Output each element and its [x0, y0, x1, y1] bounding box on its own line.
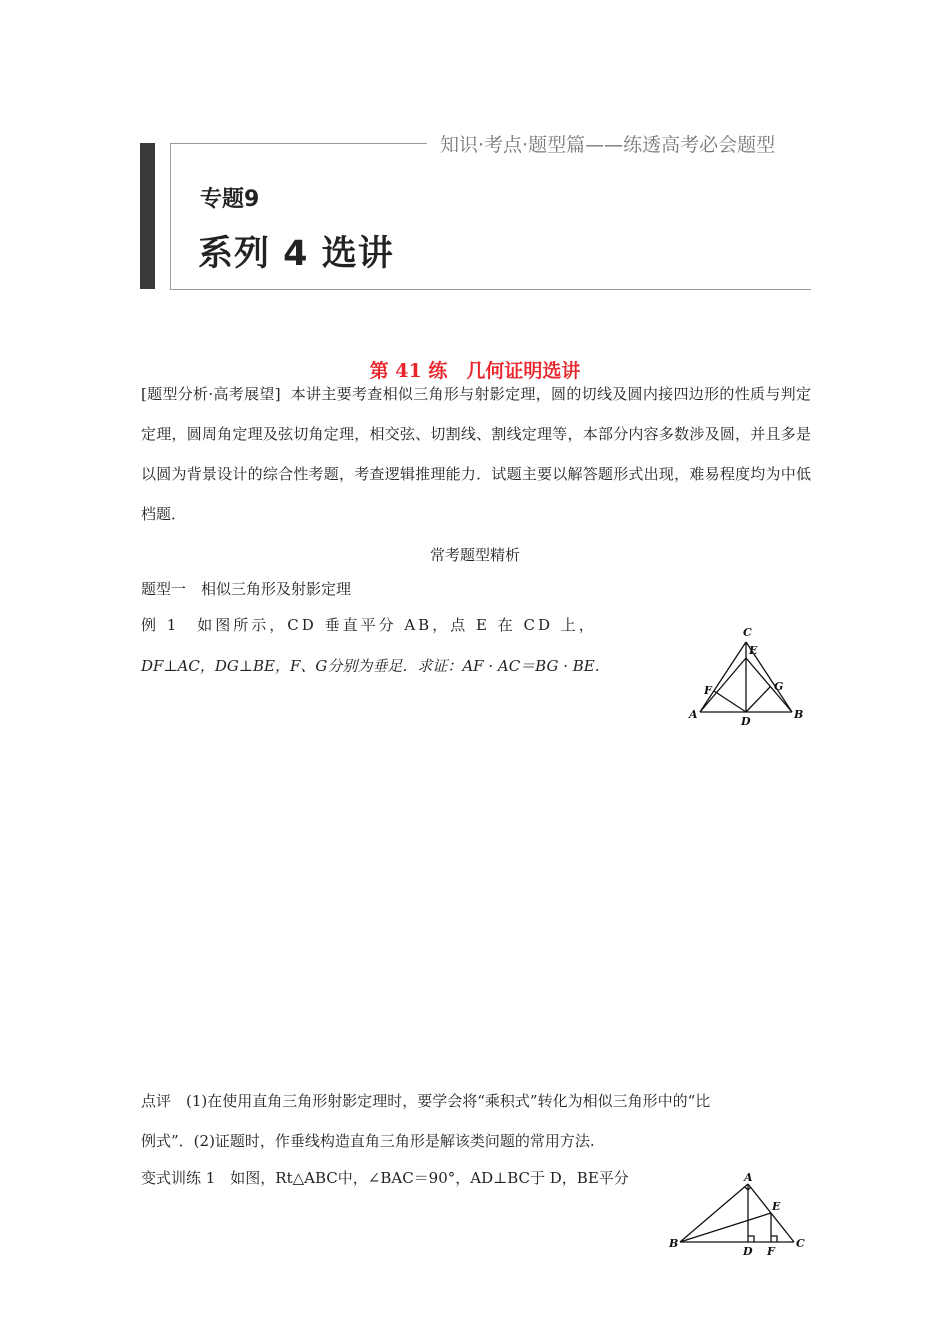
intro-tag: [题型分析·高考展望] [141, 385, 281, 403]
fig2-label-c: C [796, 1237, 805, 1250]
figure-triangle-cd-ab [686, 624, 810, 760]
lesson-title: 第 41 练 几何证明选讲 [369, 360, 581, 382]
figure-right-triangle-abc [666, 1170, 810, 1260]
section-heading: 常考题型精析 [429, 546, 520, 564]
header-tagline: 知识·考点·题型篇——练透高考必会题型 [440, 134, 776, 156]
example1-line1: 例 1 如图所示，CD 垂直平分 AB，点 E 在 CD 上， [141, 616, 597, 634]
type-heading: 题型一 相似三角形及射影定理 [141, 580, 352, 598]
fig2-label-e: E [772, 1200, 781, 1213]
review-line2: 例式”．(2)证题时，作垂线构造直角三角形是解该类问题的常用方法. [141, 1132, 595, 1150]
intro-paragraph [141, 374, 811, 534]
fig2-label-b: B [669, 1237, 679, 1250]
fig1-label-c: C [743, 626, 752, 639]
fig2-label-d: D [743, 1245, 753, 1258]
intro-text: 本讲主要考查相似三角形与射影定理，圆的切线及圆内接四边形的性质与判定定理，圆周角定理及弦切角定理，相交弦、切割线、割线定理等，本部分内容多数涉及圆，并且多是以圆为背景设计的综合性考题，考查逻辑推理能力．试题主要以解答题形式出现，难易程度均为中低档题． [141, 385, 811, 523]
fig1-label-d: D [741, 715, 751, 728]
topic-title: 系列 4 选讲 [198, 234, 394, 274]
exercise1-line1: 变式训练 1 如图，Rt△ABC中，∠BAC＝90°，AD⊥BC于 D，BE平分 [141, 1169, 629, 1187]
fig1-label-g: G [774, 680, 784, 693]
fig1-label-f: F [704, 684, 712, 697]
review-line1: 点评 (1)在使用直角三角形射影定理时，要学会将“乘积式”转化为相似三角形中的“比 [141, 1092, 711, 1110]
fig2-label-a: A [744, 1171, 753, 1184]
fig1-label-b: B [794, 708, 804, 721]
topic-label: 专题9 [200, 187, 260, 212]
fig2-label-f: F [767, 1245, 775, 1258]
example1-line2: DF⊥AC，DG⊥BE，F、G分别为垂足．求证：AF · AC＝BG · BE. [141, 657, 600, 675]
fig1-label-e: E [749, 644, 758, 657]
fig1-label-a: A [689, 708, 698, 721]
header-accent-bar [140, 143, 155, 289]
